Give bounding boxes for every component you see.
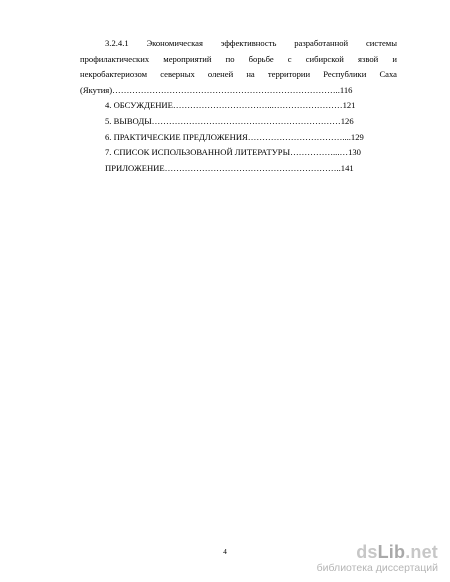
toc-entry-references	[80, 145, 397, 161]
toc-entry-text: 7. СПИСОК ИСПОЛЬЗОВАННОЙ ЛИТЕРАТУРЫ……………...…130	[105, 147, 361, 158]
toc-entry-3-2-4-1-line-4: (Якутия)……………………………………………………………………..116	[80, 84, 353, 95]
toc-entry-text: 4. ОБСУЖДЕНИЕ……………………………...……………………121	[105, 100, 356, 111]
toc-entry-text: 6. ПРАКТИЧЕСКИЕ ПРЕДЛОЖЕНИЯ……………………………....129	[105, 131, 364, 142]
dslib-logo	[317, 543, 438, 561]
table-of-contents	[80, 36, 397, 176]
toc-entry-text: 5. ВЫВОДЫ…………………………………………………………126	[105, 115, 354, 126]
toc-entry-3-2-4-1-line-1: 3.2.4.1 Экономическая эффективность разработанной системы	[105, 38, 397, 48]
page-number: 4	[223, 547, 227, 556]
watermark-subtitle: библиотека диссертаций	[316, 562, 438, 574]
toc-entry-text: ПРИЛОЖЕНИЕ……………………………………………………..141	[105, 162, 354, 173]
logo-net: .net	[405, 542, 438, 562]
toc-entry-3-2-4-1-line-3: некробактериозом северных оленей на территории Республики Саха	[80, 69, 397, 80]
toc-entry-conclusions	[80, 114, 397, 130]
logo-lib: Lib	[377, 542, 406, 562]
toc-entry-discussion	[80, 98, 397, 114]
toc-entry-appendix	[80, 161, 397, 177]
dslib-watermark	[317, 543, 438, 574]
toc-entry-3-2-4-1-line-2: профилактических мероприятий по борьбе с сибирской язвой и	[80, 53, 397, 64]
logo-ds: ds	[356, 542, 378, 562]
toc-entry-practical-proposals	[80, 130, 397, 146]
